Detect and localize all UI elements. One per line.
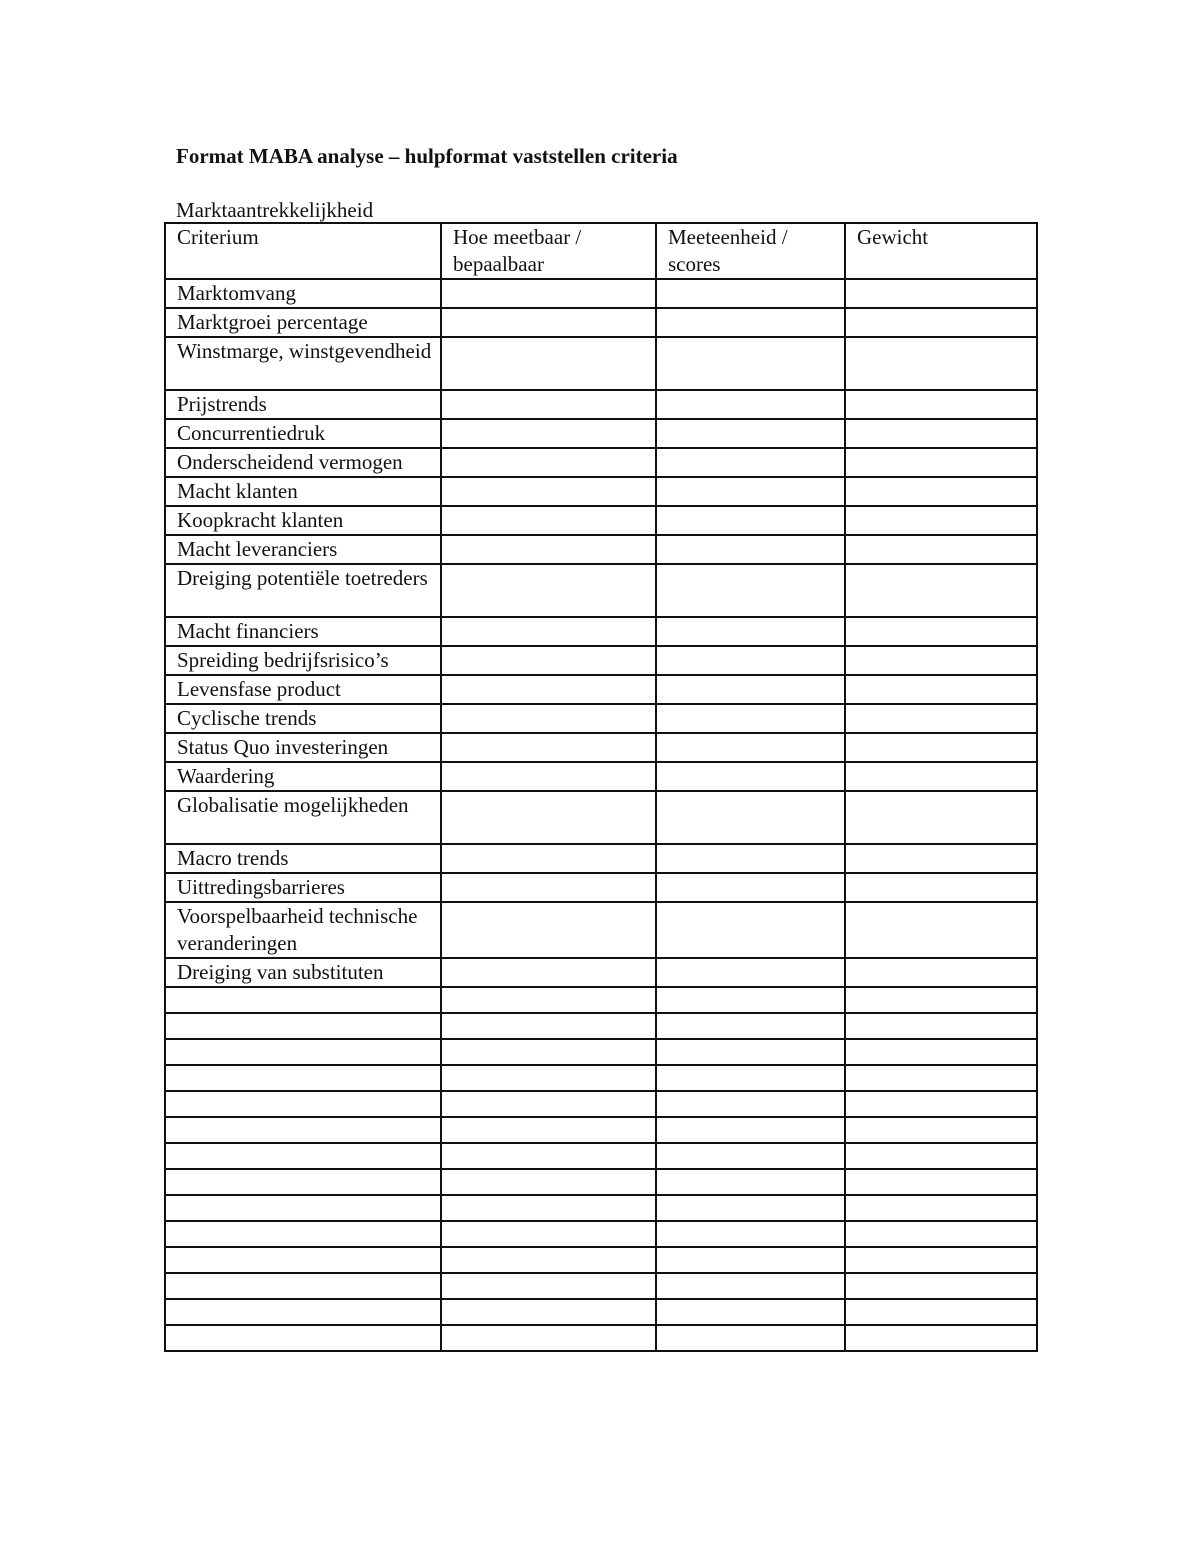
cell-criterium: Levensfase product [165, 675, 441, 704]
cell-hoe-meetbaar[interactable] [441, 1247, 656, 1273]
cell-hoe-meetbaar[interactable] [441, 448, 656, 477]
cell-gewicht[interactable] [845, 1169, 1037, 1195]
cell-gewicht[interactable] [845, 308, 1037, 337]
cell-meeteenheid[interactable] [656, 1143, 845, 1169]
cell-criterium: Spreiding bedrijfsrisico’s [165, 646, 441, 675]
table-row [165, 1169, 1037, 1195]
table-row [165, 1273, 1037, 1299]
cell-gewicht[interactable] [845, 675, 1037, 704]
cell-gewicht[interactable] [845, 1221, 1037, 1247]
table-row [165, 873, 1037, 902]
cell-criterium: Marktomvang [165, 279, 441, 308]
cell-meeteenheid[interactable] [656, 1065, 845, 1091]
table-row [165, 704, 1037, 733]
cell-criterium: Macro trends [165, 844, 441, 873]
cell-meeteenheid[interactable] [656, 279, 845, 308]
cell-gewicht[interactable] [845, 1039, 1037, 1065]
cell-criterium [165, 1325, 441, 1351]
cell-hoe-meetbaar[interactable] [441, 1195, 656, 1221]
criteria-table [164, 222, 1038, 1352]
cell-meeteenheid[interactable] [656, 762, 845, 791]
cell-criterium [165, 1143, 441, 1169]
table-row [165, 448, 1037, 477]
table-row [165, 390, 1037, 419]
cell-criterium: Macht klanten [165, 477, 441, 506]
cell-gewicht[interactable] [845, 617, 1037, 646]
cell-hoe-meetbaar[interactable] [441, 1299, 656, 1325]
table-row [165, 987, 1037, 1013]
cell-criterium [165, 1247, 441, 1273]
cell-meeteenheid[interactable] [656, 791, 845, 844]
table-row [165, 279, 1037, 308]
table-row [165, 1013, 1037, 1039]
cell-gewicht[interactable] [845, 1065, 1037, 1091]
cell-hoe-meetbaar[interactable] [441, 844, 656, 873]
table-row [165, 958, 1037, 987]
table-row [165, 1247, 1037, 1273]
table-row [165, 337, 1037, 390]
cell-hoe-meetbaar[interactable] [441, 1143, 656, 1169]
table-row [165, 791, 1037, 844]
cell-criterium: Waardering [165, 762, 441, 791]
cell-criterium: Dreiging potentiële toetreders [165, 564, 441, 617]
cell-gewicht[interactable] [845, 902, 1037, 958]
cell-criterium [165, 1039, 441, 1065]
cell-meeteenheid[interactable] [656, 1299, 845, 1325]
table-row [165, 1117, 1037, 1143]
table-row [165, 1091, 1037, 1117]
section-label: Marktaantrekkelijkheid [176, 198, 374, 222]
table-row [165, 1221, 1037, 1247]
header-hoe-meetbaar: Hoe meetbaar / bepaalbaar [441, 223, 656, 279]
cell-gewicht[interactable] [845, 1325, 1037, 1351]
cell-criterium: Cyclische trends [165, 704, 441, 733]
cell-gewicht[interactable] [845, 419, 1037, 448]
table-row [165, 506, 1037, 535]
cell-criterium: Voorspelbaarheid technische veranderingen [165, 902, 441, 958]
cell-criterium [165, 1117, 441, 1143]
cell-hoe-meetbaar[interactable] [441, 646, 656, 675]
cell-gewicht[interactable] [845, 390, 1037, 419]
cell-gewicht[interactable] [845, 1299, 1037, 1325]
page-title: Format MABA analyse – hulpformat vaststellen criteria [176, 144, 678, 168]
cell-gewicht[interactable] [845, 1117, 1037, 1143]
cell-criterium: Macht financiers [165, 617, 441, 646]
table-row [165, 1039, 1037, 1065]
cell-meeteenheid[interactable] [656, 308, 845, 337]
table-row [165, 1143, 1037, 1169]
cell-criterium: Concurrentiedruk [165, 419, 441, 448]
table-row [165, 646, 1037, 675]
cell-gewicht[interactable] [845, 506, 1037, 535]
cell-gewicht[interactable] [845, 1091, 1037, 1117]
cell-gewicht[interactable] [845, 762, 1037, 791]
cell-criterium [165, 1195, 441, 1221]
table-row [165, 477, 1037, 506]
cell-meeteenheid[interactable] [656, 1169, 845, 1195]
table-row [165, 617, 1037, 646]
cell-criterium [165, 1091, 441, 1117]
cell-meeteenheid[interactable] [656, 873, 845, 902]
cell-criterium: Dreiging van substituten [165, 958, 441, 987]
cell-criterium [165, 1299, 441, 1325]
cell-meeteenheid[interactable] [656, 1117, 845, 1143]
cell-meeteenheid[interactable] [656, 419, 845, 448]
header-criterium: Criterium [165, 223, 441, 279]
cell-gewicht[interactable] [845, 477, 1037, 506]
cell-meeteenheid[interactable] [656, 1247, 845, 1273]
cell-hoe-meetbaar[interactable] [441, 1169, 656, 1195]
cell-meeteenheid[interactable] [656, 506, 845, 535]
cell-hoe-meetbaar[interactable] [441, 506, 656, 535]
cell-criterium: Macht leveranciers [165, 535, 441, 564]
cell-hoe-meetbaar[interactable] [441, 617, 656, 646]
cell-criterium: Status Quo investeringen [165, 733, 441, 762]
cell-hoe-meetbaar[interactable] [441, 1325, 656, 1351]
cell-gewicht[interactable] [845, 733, 1037, 762]
cell-meeteenheid[interactable] [656, 1221, 845, 1247]
header-gewicht: Gewicht [845, 223, 1037, 279]
cell-criterium: Koopkracht klanten [165, 506, 441, 535]
cell-gewicht[interactable] [845, 791, 1037, 844]
cell-hoe-meetbaar[interactable] [441, 704, 656, 733]
cell-hoe-meetbaar[interactable] [441, 279, 656, 308]
cell-hoe-meetbaar[interactable] [441, 1221, 656, 1247]
cell-meeteenheid[interactable] [656, 1273, 845, 1299]
cell-hoe-meetbaar[interactable] [441, 675, 656, 704]
cell-meeteenheid[interactable] [656, 675, 845, 704]
cell-gewicht[interactable] [845, 1143, 1037, 1169]
cell-criterium [165, 1013, 441, 1039]
cell-meeteenheid[interactable] [656, 1325, 845, 1351]
table-row [165, 308, 1037, 337]
cell-meeteenheid[interactable] [656, 535, 845, 564]
cell-gewicht[interactable] [845, 704, 1037, 733]
cell-gewicht[interactable] [845, 958, 1037, 987]
cell-criterium [165, 1273, 441, 1299]
cell-meeteenheid[interactable] [656, 902, 845, 958]
cell-hoe-meetbaar[interactable] [441, 535, 656, 564]
cell-hoe-meetbaar[interactable] [441, 791, 656, 844]
table-row [165, 1325, 1037, 1351]
cell-criterium [165, 987, 441, 1013]
table-row [165, 902, 1037, 958]
cell-gewicht[interactable] [845, 1013, 1037, 1039]
cell-criterium: Prijstrends [165, 390, 441, 419]
table-row [165, 1299, 1037, 1325]
cell-meeteenheid[interactable] [656, 564, 845, 617]
cell-gewicht[interactable] [845, 844, 1037, 873]
cell-hoe-meetbaar[interactable] [441, 1273, 656, 1299]
table-row [165, 419, 1037, 448]
cell-hoe-meetbaar[interactable] [441, 873, 656, 902]
cell-gewicht[interactable] [845, 873, 1037, 902]
cell-gewicht[interactable] [845, 646, 1037, 675]
cell-hoe-meetbaar[interactable] [441, 477, 656, 506]
cell-hoe-meetbaar[interactable] [441, 733, 656, 762]
cell-hoe-meetbaar[interactable] [441, 419, 656, 448]
cell-criterium: Globalisatie mogelijkheden [165, 791, 441, 844]
cell-hoe-meetbaar[interactable] [441, 958, 656, 987]
cell-hoe-meetbaar[interactable] [441, 1065, 656, 1091]
cell-criterium: Marktgroei percentage [165, 308, 441, 337]
cell-gewicht[interactable] [845, 337, 1037, 390]
cell-criterium: Uittredingsbarrieres [165, 873, 441, 902]
cell-hoe-meetbaar[interactable] [441, 762, 656, 791]
table-row [165, 1065, 1037, 1091]
cell-criterium: Winstmarge, winstgevendheid [165, 337, 441, 390]
cell-meeteenheid[interactable] [656, 1013, 845, 1039]
cell-hoe-meetbaar[interactable] [441, 308, 656, 337]
cell-criterium [165, 1169, 441, 1195]
cell-gewicht[interactable] [845, 987, 1037, 1013]
cell-gewicht[interactable] [845, 448, 1037, 477]
table-row [165, 535, 1037, 564]
cell-criterium: Onderscheidend vermogen [165, 448, 441, 477]
cell-meeteenheid[interactable] [656, 390, 845, 419]
table-row [165, 675, 1037, 704]
cell-meeteenheid[interactable] [656, 844, 845, 873]
cell-meeteenheid[interactable] [656, 1195, 845, 1221]
cell-meeteenheid[interactable] [656, 448, 845, 477]
cell-gewicht[interactable] [845, 1247, 1037, 1273]
cell-hoe-meetbaar[interactable] [441, 1117, 656, 1143]
cell-meeteenheid[interactable] [656, 617, 845, 646]
cell-meeteenheid[interactable] [656, 1091, 845, 1117]
table-row [165, 564, 1037, 617]
table-body [165, 279, 1037, 1351]
cell-hoe-meetbaar[interactable] [441, 390, 656, 419]
cell-hoe-meetbaar[interactable] [441, 337, 656, 390]
cell-criterium [165, 1221, 441, 1247]
cell-meeteenheid[interactable] [656, 646, 845, 675]
cell-gewicht[interactable] [845, 1195, 1037, 1221]
cell-meeteenheid[interactable] [656, 704, 845, 733]
header-meeteenheid: Meeteenheid / scores [656, 223, 845, 279]
table-row [165, 762, 1037, 791]
table-row [165, 1195, 1037, 1221]
cell-meeteenheid[interactable] [656, 733, 845, 762]
table-header-row [165, 223, 1037, 279]
cell-gewicht[interactable] [845, 535, 1037, 564]
cell-meeteenheid[interactable] [656, 477, 845, 506]
cell-hoe-meetbaar[interactable] [441, 564, 656, 617]
cell-hoe-meetbaar[interactable] [441, 1039, 656, 1065]
cell-meeteenheid[interactable] [656, 958, 845, 987]
cell-meeteenheid[interactable] [656, 1039, 845, 1065]
cell-gewicht[interactable] [845, 1273, 1037, 1299]
cell-hoe-meetbaar[interactable] [441, 902, 656, 958]
cell-criterium [165, 1065, 441, 1091]
cell-hoe-meetbaar[interactable] [441, 987, 656, 1013]
cell-gewicht[interactable] [845, 279, 1037, 308]
table-row [165, 733, 1037, 762]
cell-gewicht[interactable] [845, 564, 1037, 617]
table-row [165, 844, 1037, 873]
cell-meeteenheid[interactable] [656, 337, 845, 390]
cell-meeteenheid[interactable] [656, 987, 845, 1013]
cell-hoe-meetbaar[interactable] [441, 1091, 656, 1117]
cell-hoe-meetbaar[interactable] [441, 1013, 656, 1039]
